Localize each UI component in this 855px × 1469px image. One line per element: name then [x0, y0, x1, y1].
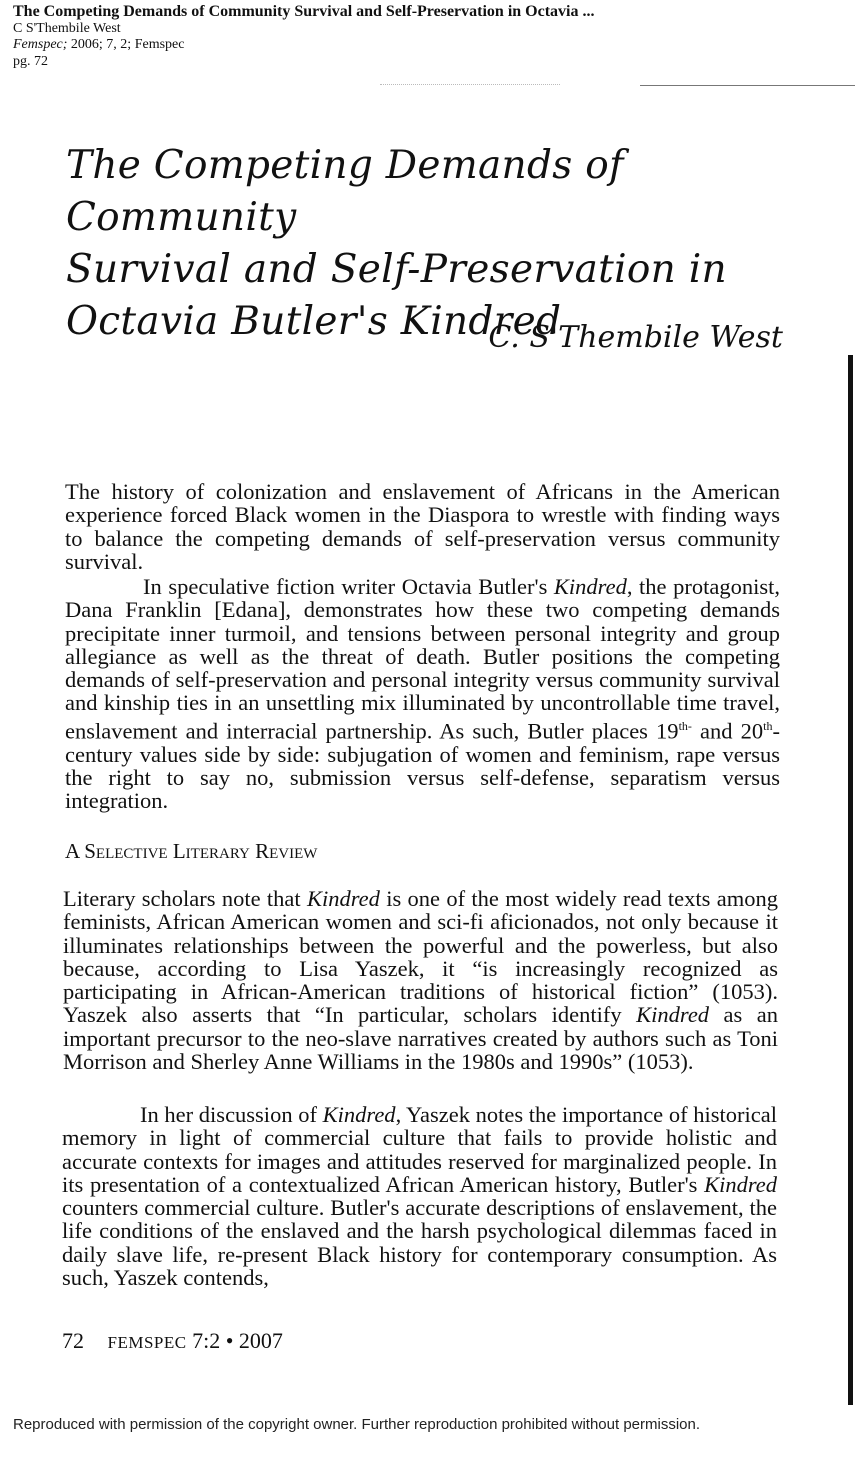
citation-author: C S'Thembile West: [13, 20, 121, 36]
scan-edge-bar: [848, 355, 853, 1405]
citation-journal-line: [13, 37, 594, 54]
section-heading: A Selective Literary Review: [65, 839, 318, 863]
article-title: The Competing Demands of Community Survival and Self-Preservation in Octavia Butler's Kindred: [66, 143, 727, 344]
paragraph-4: In her discussion of Kindred, Yaszek notes the importance of historical memory in light of commercial culture that fails to provide holistic and accurate contexts for images and attitudes reserved for marginalized people. In its presentation of a contextualized African American history, Butler's Kindred counters commercial culture. Butler's accurate descriptions of enslavement, the life conditions of the enslaved and the harsh psychological dilemmas faced in daily slave life, re-present Black history for contemporary consumption. As such, Yaszek contends,: [62, 1102, 777, 1291]
italic-title: Kindred: [306, 886, 380, 911]
italic-title: Kindred: [553, 574, 627, 599]
copyright-notice: Reproduced with permission of the copyright owner. Further reproduction prohibited without permission.: [13, 1416, 701, 1433]
italic-title: Kindred: [322, 1102, 396, 1127]
footer-issue: 7:2 • 2007: [192, 1328, 283, 1353]
paragraph-2: In speculative fiction writer Octavia Butler's Kindred, the protagonist, Dana Franklin [Edana], demonstrates how these two competing demands precipitate inner turmoil, and tensions between personal integrity and group allegiance as well as the threat of death. Butler positions the competing demands of self-preservation and personal integrity versus community survival and kinship ties in an unsettling mix illuminated by uncontrollable time travel, enslavement and interracial partnership. As such, Butler places $19^{th-}$ and 20th-century values side by side: subjugation of women and feminism, rape versus the right to say no, submission versus self-defense, separatism versus integration.: [65, 574, 780, 814]
article-author: C. S'Thembile West: [488, 320, 783, 355]
italic-title: Kindred: [636, 1002, 710, 1028]
paragraph-3: Literary scholars note that Kindred is one of the most widely read texts among feminists, African American women and sci-fi aficionados, not only because it illuminates relationships between the powerful and the powerless, but also because, according to Lisa Yaszek, it “is increasingly recognized as participating in African-American traditions of historical fiction” (1053). Yaszek also asserts that “In particular, scholars identify Kindred as an important precursor to the neo-slave narratives created by authors such as Toni Morrison and Sherley Anne Williams in the 1980s and 1990s” (1053).: [63, 886, 779, 1075]
citation-journal: Femspec;: [13, 37, 68, 52]
citation-page: pg. 72: [13, 53, 48, 69]
top-rule-dotted: [380, 84, 560, 85]
page-footer: [62, 1328, 283, 1354]
citation-details: 2006; 7, 2; Femspec: [67, 37, 185, 52]
top-rule: [640, 85, 855, 86]
paragraph-1: The history of colonization and enslavement of Africans in the American experience forced Black women in the Diaspora to wrestle with finding ways to balance the competing demands of self-preservation versus community survival.: [65, 479, 780, 574]
citation-title: The Competing Demands of Community Survival and Self-Preservation in Octavia ...: [13, 3, 595, 20]
superscript: th: [763, 718, 773, 733]
footer-journal: FEMSPEC: [107, 1333, 187, 1352]
superscript: th-: [678, 718, 692, 733]
page-number: 72: [62, 1328, 84, 1353]
italic-title: Kindred: [704, 1171, 777, 1197]
citation-block: [13, 4, 594, 70]
